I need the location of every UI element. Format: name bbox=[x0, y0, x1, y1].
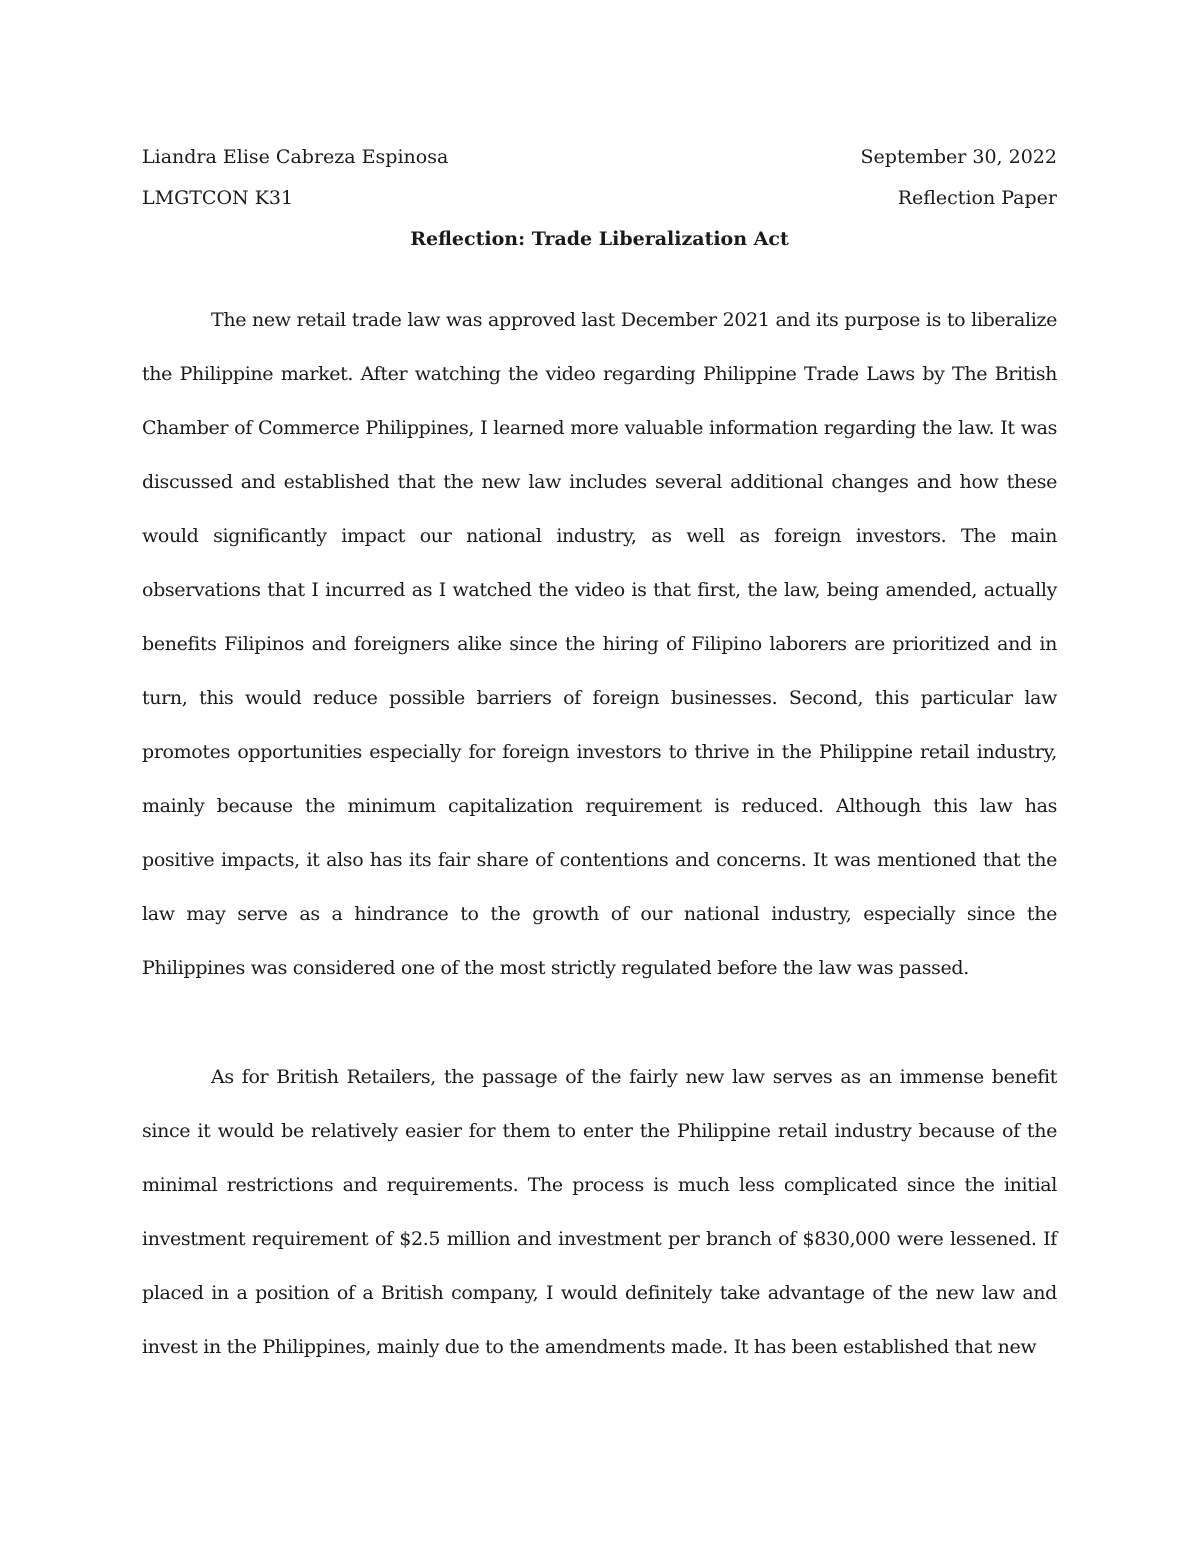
document-type: Reflection Paper bbox=[897, 187, 1057, 209]
course-code: LMGTCON K31 bbox=[142, 187, 294, 209]
author-name: Liandra Elise Cabreza Espinosa bbox=[142, 146, 449, 168]
paragraph-1: The new retail trade law was approved last December 2021 and its purpose is to liberalize the Philippine market. After watching the video regarding Philippine Trade Laws by The British Chamber of Commerce Philippines, I learned more valuable information regarding the law. It was discussed and established that the new law includes several additional changes and how these would significantly impact our national industry, as well as foreign investors. The main observations that I incurred as I watched the video is that first, the law, being amended, actually benefits Filipinos and foreigners alike since the hiring of Filipino laborers are prioritized and in turn, this would reduce possible barriers of foreign businesses. Second, this particular law promotes opportunities especially for foreign investors to thrive in the Philippine retail industry, mainly because the minimum capitalization requirement is reduced. Although this law has positive impacts, it also has its fair share of contentions and concerns. It was mentioned that the law may serve as a hindrance to the growth of our national industry, especially since the Philippines was considered one of the most strictly regulated before the law was passed. bbox=[142, 309, 1057, 979]
header-row-2 bbox=[142, 186, 1057, 210]
page-title: Reflection: Trade Liberalization Act bbox=[410, 228, 789, 250]
header-row-1 bbox=[142, 145, 1057, 169]
paragraph-2: As for British Retailers, the passage of the fairly new law serves as an immense benefit since it would be relatively easier for them to enter the Philippine retail industry because of the minimal restrictions and requirements. The process is much less complicated since the initial investment requirement of $2.5 million and investment per branch of $830,000 were lessened. If placed in a position of a British company, I would definitely take advantage of the new law and invest in the Philippines, mainly due to the amendments made. It has been established that new bbox=[142, 1066, 1057, 1358]
document-date: September 30, 2022 bbox=[860, 146, 1057, 168]
